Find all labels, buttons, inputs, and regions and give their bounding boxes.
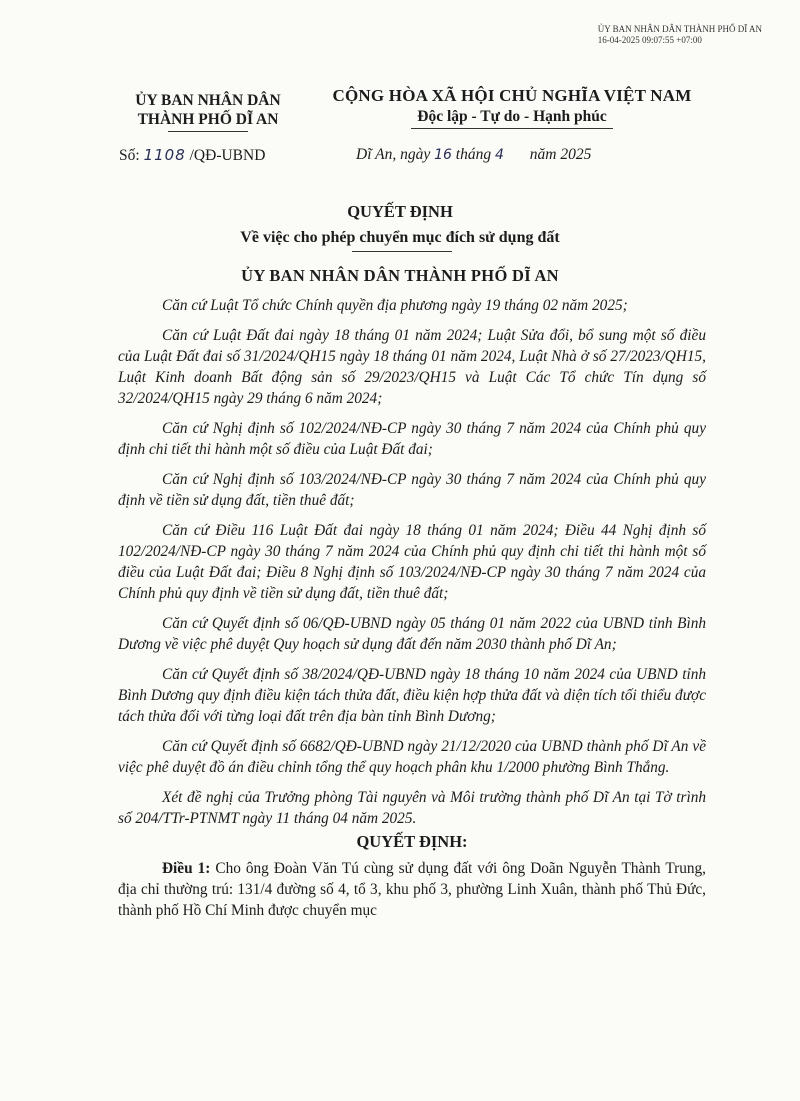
legal-basis-6: Căn cứ Quyết định số 06/QĐ-UBND ngày 05 tháng 01 năm 2022 của UBND tỉnh Bình Dương về việc phê duyệt Quy hoạch sử dụng đất đến năm 2030 thành phố Dĩ An; bbox=[118, 615, 706, 653]
so-prefix: Số: bbox=[119, 147, 140, 164]
so-number-handwritten: 1108 bbox=[143, 146, 186, 164]
legal-basis-8: Căn cứ Quyết định số 6682/QĐ-UBND ngày 21/12/2020 của UBND thành phố Dĩ An về việc phê duyệt đồ án điều chỉnh tổng thể quy hoạch phân khu 1/2000 phường Bình Thắng. bbox=[118, 738, 706, 776]
issuer-line2: THÀNH PHỐ DĨ AN bbox=[137, 111, 279, 128]
legal-basis-2: Căn cứ Luật Đất đai ngày 18 tháng 01 năm 2024; Luật Sửa đổi, bổ sung một số điều của Luật Đất đai số 31/2024/QH15 ngày 18 tháng 01 năm 2024, Luật Nhà ở số 27/2023/QH15, Luật Kinh doanh Bất động sản số 29/2023/QH15 và Luật Các Tổ chức Tín dụng số 32/2024/QH15 ngày 29 tháng 6 năm 2024; bbox=[118, 327, 706, 407]
decision-title: QUYẾT ĐỊNH bbox=[347, 202, 453, 221]
article-1 bbox=[118, 858, 706, 921]
article-1-label: Điều 1: bbox=[162, 860, 211, 877]
legal-basis-1: Căn cứ Luật Tổ chức Chính quyền địa phương ngày 19 tháng 02 năm 2025; bbox=[162, 297, 628, 314]
date-month-handwritten: 4 bbox=[494, 147, 504, 163]
legal-basis-4: Căn cứ Nghị định số 103/2024/NĐ-CP ngày 30 tháng 7 năm 2024 của Chính phủ quy định về tiền sử dụng đất, tiền thuê đất; bbox=[118, 471, 706, 509]
national-motto: Độc lập - Tự do - Hạnh phúc bbox=[411, 107, 612, 129]
article-1-text: Cho ông Đoàn Văn Tú cùng sử dụng đất với ông Doãn Nguyễn Thành Trung, địa chỉ thường trú: 131/4 đường số 4, tổ 3, khu phố 3, phường Linh Xuân, thành phố Thủ Đức, thành phố Hồ Chí Minh được chuyển mục bbox=[118, 860, 706, 919]
legal-basis-3: Căn cứ Nghị định số 102/2024/NĐ-CP ngày 30 tháng 7 năm 2024 của Chính phủ quy định chi tiết thi hành một số điều của Luật Đất đai; bbox=[118, 420, 706, 458]
issuer-line1: ỦY BAN NHÂN DÂN bbox=[135, 92, 281, 109]
date-month-label: tháng bbox=[455, 146, 492, 163]
issuer-header bbox=[118, 91, 298, 129]
national-title: CỘNG HÒA XÃ HỘI CHỦ NGHĨA VIỆT NAM bbox=[332, 86, 692, 105]
so-suffix: /QĐ-UBND bbox=[189, 147, 266, 164]
decision-subject: Về việc cho phép chuyển mục đích sử dụng đất bbox=[240, 229, 560, 246]
legal-basis-7: Căn cứ Quyết định số 38/2024/QĐ-UBND ngày 18 tháng 10 năm 2024 của UBND tỉnh Bình Dương quy định điều kiện tách thửa đất, điều kiện hợp thửa đất và diện tích tối thiểu được tách thửa đối với từng loại đất trên địa bàn tỉnh Bình Dương; bbox=[118, 666, 706, 725]
document-date bbox=[356, 146, 591, 164]
legal-basis-5: Căn cứ Điều 116 Luật Đất đai ngày 18 tháng 01 năm 2024; Điều 44 Nghị định số 102/2024/NĐ-CP ngày 30 tháng 7 năm 2024 của Chính phủ quy định chi tiết thi hành một số điều của Luật Đất đai; Điều 8 Nghị định số 103/2024/NĐ-CP ngày 30 tháng 7 năm 2024 của Chính phủ quy định về tiền sử dụng đất, tiền thuê đất; bbox=[118, 522, 706, 602]
issuer-underline bbox=[168, 131, 248, 132]
proposal-paragraph: Xét đề nghị của Trưởng phòng Tài nguyên và Môi trường thành phố Dĩ An tại Tờ trình số 204/TTr-PTNMT ngày 11 tháng 04 năm 2025. bbox=[118, 789, 706, 827]
subject-underline bbox=[352, 251, 452, 252]
signature-org: ỦY BAN NHÂN DÂN THÀNH PHỐ DĨ AN bbox=[597, 24, 762, 34]
signature-timestamp: 16-04-2025 09:07:55 +07:00 bbox=[597, 35, 702, 45]
document-number bbox=[119, 146, 265, 165]
digital-signature-stamp bbox=[598, 24, 762, 46]
decision-heading: QUYẾT ĐỊNH: bbox=[356, 832, 468, 851]
authority-title: ỦY BAN NHÂN DÂN THÀNH PHỐ DĨ AN bbox=[241, 266, 559, 285]
date-year: năm 2025 bbox=[529, 146, 592, 163]
date-prefix: Dĩ An, ngày bbox=[356, 146, 431, 163]
national-header bbox=[322, 86, 702, 129]
date-day-handwritten: 16 bbox=[434, 147, 452, 163]
document-body bbox=[118, 295, 706, 930]
